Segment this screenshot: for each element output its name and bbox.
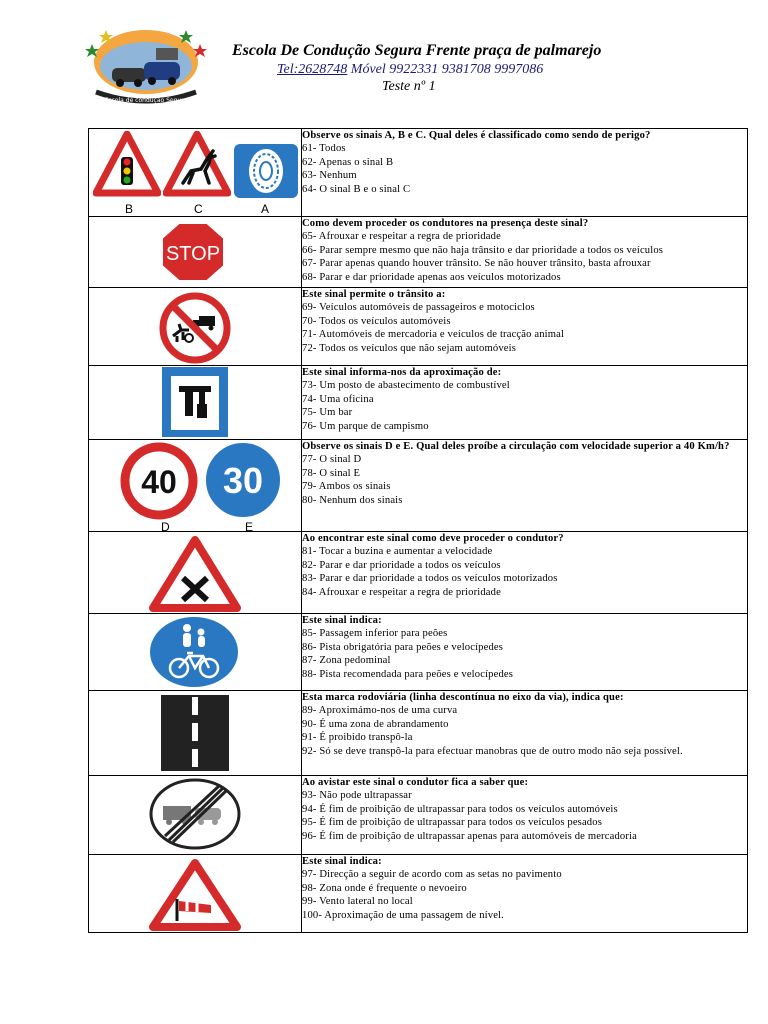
answer-option: 96- É fim de proibição de ultrapassar apenas para automóveis de mercadoria	[302, 830, 637, 842]
question-row	[89, 776, 748, 855]
question-text-cell	[302, 288, 748, 366]
page-header	[0, 0, 768, 115]
question-title: Como devem proceder os condutores na presença deste sinal?	[302, 218, 589, 229]
mobile-numbers: Móvel 9922331 9381708 9997086	[347, 62, 544, 77]
answer-option: 69- Veículos automóveis de passageiros e motociclos	[302, 302, 535, 314]
answer-option: 87- Zona pedominal	[302, 655, 391, 667]
sign-label-e: E	[245, 520, 254, 534]
sign-cell	[89, 855, 302, 933]
question-title: Ao avistar este sinal o condutor fica a saber que:	[302, 777, 529, 788]
answer-option: 91- É proibido transpô-la	[302, 732, 413, 744]
dashed-road-marking-icon	[159, 693, 231, 773]
answer-option: 70- Todos os veículos automóveis	[302, 315, 451, 327]
question-row	[89, 217, 748, 288]
sign-cell	[89, 129, 302, 217]
answer-option: 71- Automóveis de mercadoria e veículos de tracção animal	[302, 329, 565, 341]
sign-cell	[89, 217, 302, 288]
question-title: Este sinal informa-nos da aproximação de:	[302, 367, 502, 378]
answer-option: 72- Todos os veículos que não sejam automóveis	[302, 342, 516, 354]
answer-option: 86- Pista obrigatória para peões e velocípedes	[302, 641, 504, 653]
question-title: Ao encontrar este sinal como deve proceder o condutor?	[302, 533, 564, 544]
question-title: Observe os sinais D e E. Qual deles proíbe a circulação com velocidade superior a 40 Km/h?	[302, 441, 730, 452]
answer-option: 67- Parar apenas quando houver trânsito. Se não houver trânsito, basta afrouxar	[302, 258, 651, 270]
answer-option: 63- Nenhum	[302, 170, 357, 182]
questions-table	[88, 128, 748, 933]
answer-option: 93- Não pode ultrapassar	[302, 790, 412, 802]
answer-option: 76- Um parque de campismo	[302, 420, 429, 432]
answer-option: 82- Parar e dar prioridade a todos os veículos	[302, 559, 501, 571]
side-wind-warning-sign-icon	[149, 859, 241, 931]
question-text-cell	[302, 776, 748, 855]
answer-option: 97- Direcção a seguir de acordo com as setas no pavimento	[302, 869, 562, 881]
contact-line	[277, 62, 543, 78]
answer-option: 92- Só se deve transpô-la para efectuar manobras que de outro modo não seja possível.	[302, 745, 683, 757]
answer-option: 85- Passagem inferior para peões	[302, 628, 448, 640]
question-row	[89, 129, 748, 217]
minimum-speed-30-sign-icon	[203, 440, 283, 520]
sign-cell	[89, 366, 302, 440]
answer-option: 95- É fim de proibição de ultrapassar para todos os veículos pesados	[302, 817, 602, 829]
answer-option: 80- Nenhum dos sinais	[302, 494, 403, 506]
question-text-cell	[302, 614, 748, 691]
sign-cell	[89, 776, 302, 855]
question-row	[89, 366, 748, 440]
answer-option: 99- Vento lateral no local	[302, 896, 413, 908]
question-title: Esta marca rodoviária (linha descontínua no eixo da via), indica que:	[302, 692, 624, 703]
answer-option: 89- Aproximámo-nos de uma curva	[302, 705, 458, 717]
sign-label-b: B	[125, 202, 134, 216]
question-title: Este sinal indica:	[302, 615, 382, 626]
school-logo	[82, 22, 210, 110]
sign-cell	[89, 440, 302, 532]
answer-option: 66- Parar sempre mesmo que não haja trânsito e dar prioridade a todos os veículos	[302, 244, 664, 256]
phone-link[interactable]: Tel:2628748	[277, 62, 348, 77]
school-name: Escola De Condução Segura Frente praça de palmarejo	[232, 42, 602, 59]
sign-label-a: A	[261, 202, 270, 216]
speed-limit-40-sign-icon	[119, 442, 199, 520]
answer-option: 61- Todos	[302, 143, 346, 155]
question-title: Observe os sinais A, B e C. Qual deles é classificado como sendo de perigo?	[302, 130, 651, 141]
logo-text: Escola de condução Segura	[104, 97, 188, 104]
sign-e-number: 30	[222, 460, 264, 501]
answer-option: 65- Afrouxar e respeitar a regra de prioridade	[302, 231, 501, 243]
sign-label-d: D	[161, 520, 170, 534]
question-row	[89, 614, 748, 691]
answer-option: 84- Afrouxar e respeitar a regra de prioridade	[302, 586, 501, 598]
sign-cell	[89, 288, 302, 366]
answer-option: 94- É fim de proibição de ultrapassar para todos os veículos automóveis	[302, 803, 618, 815]
no-goods-and-animal-vehicles-sign-icon	[153, 292, 237, 364]
snow-chains-sign-icon	[233, 143, 299, 199]
test-number: Teste nº 1	[382, 79, 436, 94]
answer-option: 73- Um posto de abastecimento de combustível	[302, 380, 510, 392]
workshop-information-sign-icon	[161, 366, 229, 438]
answer-option: 75- Um bar	[302, 407, 353, 419]
question-title: Este sinal permite o trânsito a:	[302, 289, 446, 300]
answer-option: 98- Zona onde é frequente o nevoeiro	[302, 882, 467, 894]
sign-cell	[89, 691, 302, 776]
question-row	[89, 440, 748, 532]
question-row	[89, 855, 748, 933]
question-text-cell	[302, 532, 748, 614]
question-row	[89, 532, 748, 614]
stop-sign-text: STOP	[165, 243, 221, 265]
question-title: Este sinal indica:	[302, 856, 382, 867]
answer-option: 62- Apenas o sinal B	[302, 156, 394, 168]
answer-option: 77- O sinal D	[302, 454, 362, 466]
question-text-cell	[302, 691, 748, 776]
answer-option: 74- Uma oficina	[302, 393, 374, 405]
stop-sign-icon	[161, 222, 225, 282]
sign-cell	[89, 532, 302, 614]
traffic-lights-warning-sign-icon	[93, 131, 161, 201]
end-of-no-overtaking-trucks-sign-icon	[149, 778, 241, 850]
question-text-cell	[302, 440, 748, 532]
answer-option: 64- O sinal B e o sinal C	[302, 183, 411, 195]
question-text-cell	[302, 855, 748, 933]
question-text-cell	[302, 217, 748, 288]
question-text-cell	[302, 366, 748, 440]
deer-warning-sign-icon	[163, 131, 231, 201]
answer-option: 79- Ambos os sinais	[302, 481, 391, 493]
answer-option: 83- Parar e dar prioridade a todos os veículos motorizados	[302, 573, 558, 585]
question-row	[89, 691, 748, 776]
question-row	[89, 288, 748, 366]
answer-option: 100- Aproximação de uma passagem de nível.	[302, 909, 504, 921]
answer-option: 78- O sinal E	[302, 467, 361, 479]
answer-option: 68- Parar e dar prioridade apenas aos veículos motorizados	[302, 271, 561, 283]
sign-d-number: 40	[141, 464, 177, 500]
answer-option: 88- Pista recomendada para peões e velocípedes	[302, 668, 514, 680]
question-text-cell	[302, 129, 748, 217]
crossroads-warning-sign-icon	[149, 536, 241, 612]
sign-label-c: C	[194, 202, 203, 216]
sign-cell	[89, 614, 302, 691]
answer-option: 81- Tocar a buzina e aumentar a velocidade	[302, 546, 493, 558]
answer-option: 90- É uma zona de abrandamento	[302, 718, 449, 730]
pedestrian-and-cycle-path-sign-icon	[149, 616, 239, 688]
